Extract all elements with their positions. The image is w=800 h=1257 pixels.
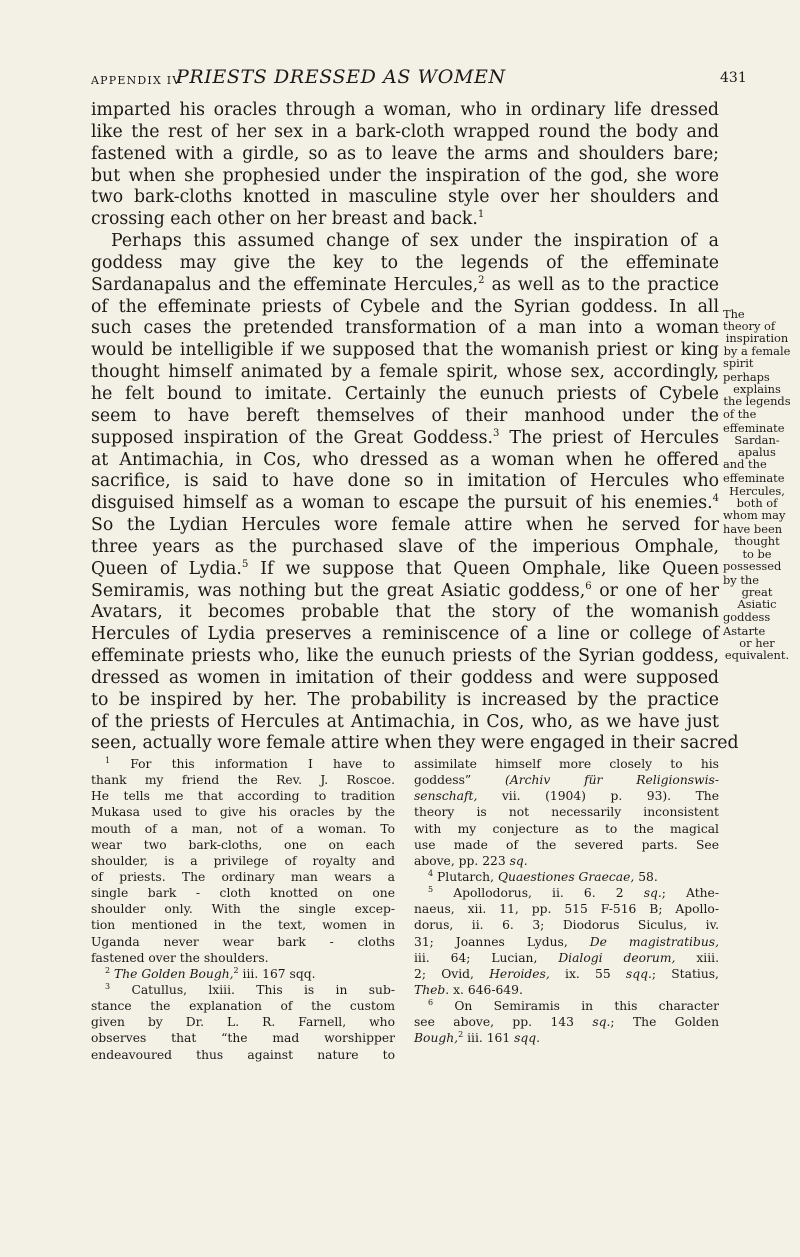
footnote-marker: 1 (105, 756, 111, 765)
margin-line: Hercules, (729, 483, 785, 498)
footnote-line: Bough,$^2$ iii. 161 sqq. (414, 1030, 541, 1046)
footnote-line: Mukasa used to give his oracles by the (91, 805, 395, 820)
footnotes-right-column (414, 756, 719, 1047)
footnote-line: Uganda never wear bark - cloths (91, 934, 395, 949)
footnote-marker: 4 (428, 868, 434, 878)
footnote-line: $^5$ Apollodorus, ii. 6. 2 sq.; Athe- (428, 885, 719, 901)
margin-line: Asiatic (737, 597, 777, 612)
margin-line: by the (723, 572, 760, 587)
body-line: Hercules of Lydia preserves a reminiscence of a line or college of (91, 624, 719, 645)
body-line: imparted his oracles through a woman, who in ordinary life dressed (91, 100, 719, 120)
footnote-line: He tells me that according to tradition (91, 789, 395, 804)
footnote-line: given by Dr. L. R. Farnell, who (91, 1015, 395, 1030)
margin-line: both of (736, 495, 778, 510)
body-line: of the priests of Hercules at Antimachia, in Cos, who, as we have just (91, 711, 719, 732)
footnote-line: stance the explanation of the custom (91, 999, 395, 1014)
footnote-line: goddess” (Archiv für Religionswis- (414, 773, 719, 788)
body-line: disguised himself as a woman to escape the pursuit of his enemies.$^4$ (91, 493, 719, 514)
margin-line: the legends (723, 394, 791, 409)
footnote-line: of priests. The ordinary man wears a (91, 869, 395, 884)
margin-line: spirit (723, 355, 754, 370)
margin-line: goddess (723, 609, 771, 624)
footnote-line: use made of the severed parts. See (414, 837, 719, 852)
note-ref: 3 (492, 427, 500, 439)
body-line: crossing each other on her breast and back.$^1$ (91, 209, 485, 230)
footnote-marker: 3 (105, 981, 111, 991)
body-line: goddess may give the key to the legends of the effeminate (91, 252, 719, 273)
footnote-line: $^6$ On Semiramis in this character (428, 998, 719, 1014)
footnote-line: shoulder only. With the single excep- (91, 902, 395, 917)
margin-line: have been (723, 522, 783, 537)
margin-line: thought (734, 534, 780, 549)
margin-line: whom may (723, 508, 786, 522)
footnote-line: shoulder, is a privilege of royalty and (91, 853, 395, 868)
footnote-line: iii. 64; Lucian, Dialogi deorum, xiii. (414, 950, 719, 965)
body-line: two bark-cloths knotted in masculine style over her shoulders and (91, 187, 719, 208)
margin-line: great (741, 585, 773, 600)
footnote-line: fastened over the shoulders. (91, 950, 269, 965)
body-line: Sardanapalus and the effeminate Hercules,$^2$ as well as to the practice (91, 274, 719, 295)
page-number: 431 (720, 70, 747, 86)
body-line: like the rest of her sex in a bark-cloth wrapped round the body and (91, 121, 719, 142)
margin-line: to be (742, 546, 772, 561)
main-text (91, 100, 739, 755)
edition-marker: 2 (458, 1030, 464, 1040)
body-line: he felt bound to imitate. Certainly the eunuch priests of Cybele (91, 383, 719, 404)
note-ref: 2 (478, 274, 485, 286)
margin-line: apalus (738, 445, 776, 460)
body-line: sacrifice, is said to have done so in imitation of Hercules who (91, 471, 719, 492)
body-line: Perhaps this assumed change of sex under the inspiration of a (111, 231, 719, 252)
margin-line: equivalent. (724, 648, 790, 663)
footnote-line: with my conjecture as to the magical (414, 821, 719, 836)
body-line: three years as the purchased slave of the imperious Omphale, (91, 536, 719, 557)
footnote-line: assimilate himself more closely to his (414, 757, 719, 771)
footnote-line: tion mentioned in the text, women in (91, 918, 395, 933)
footnote-line: $^2$ The Golden Bough,$^2$ iii. 167 sqq. (105, 965, 316, 981)
margin-line: effeminate (723, 420, 785, 435)
margin-line: Astarte (723, 623, 766, 638)
body-line: Queen of Lydia.$^5$ If we suppose that Queen Omphale, like Queen (91, 558, 719, 579)
body-line: effeminate priests who, like the eunuch priests of the Syrian goddess, (91, 646, 719, 667)
body-line: of the effeminate priests of Cybele and the Syrian goddess. In all (91, 296, 719, 317)
body-line: Avatars, it becomes probable that the story of the womanish (91, 602, 719, 623)
note-ref: 1 (477, 209, 485, 221)
body-line: at Antimachia, in Cos, who dressed as a woman when he offered (91, 449, 719, 470)
footnote-line: 2; Ovid, Heroides, ix. 55 sqq.; Statius, (414, 966, 719, 981)
footnote-line: observes that “the mad worshipper (91, 1031, 395, 1046)
margin-line: inspiration (725, 331, 789, 346)
page-title: PRIESTS DRESSED AS WOMEN (176, 66, 506, 88)
footnotes-left-column (91, 756, 395, 1063)
note-ref: 5 (241, 558, 249, 570)
footnote-line: single bark - cloth knotted on one (91, 886, 395, 901)
margin-line: of the (723, 406, 757, 421)
body-line: fastened with a girdle, so as to leave the arms and shoulders bare; (91, 143, 719, 164)
footnote-line: $^4$ Plutarch, Quaestiones Graecae, 58. (428, 868, 658, 884)
margin-line: or her (739, 635, 775, 650)
body-line: dressed as women in imitation of their goddess and were supposed (91, 667, 719, 688)
body-line: but when she prophesied under the inspiration of the god, she wore (91, 165, 719, 186)
margin-line: and the (723, 457, 767, 472)
edition-marker: 2 (233, 965, 239, 975)
body-line: such cases the pretended transformation of a man into a woman (91, 318, 719, 339)
footnote-line: thank my friend the Rev. J. Roscoe. (91, 773, 395, 788)
footnote-line: above, pp. 223 sq. (414, 853, 528, 868)
body-line: to be inspired by her. The probability is increased by the practice (91, 689, 719, 710)
footnote-marker: 5 (428, 885, 434, 895)
footnote-line: mouth of a man, not of a woman. To (91, 821, 395, 836)
margin-line: explains (733, 382, 781, 397)
footnote-marker: 6 (428, 998, 434, 1008)
body-line: So the Lydian Hercules wore female attire when he served for (91, 515, 719, 536)
body-line: Semiramis, was nothing but the great Asiatic goddess,$^6$ or one of her (91, 580, 719, 601)
footnote-marker: 2 (105, 965, 111, 975)
body-line: thought himself animated by a female spirit, whose sex, accordingly, (91, 362, 719, 383)
body-line: supposed inspiration of the Great Goddess.$^3$ The priest of Hercules (91, 427, 719, 448)
footnote-line: see above, pp. 143 sq.; The Golden (414, 1015, 719, 1030)
footnote-line: $^1$ For this information I have to (105, 756, 395, 771)
body-line: would be intelligible if we supposed that the womanish priest or king (91, 340, 719, 361)
footnote-line: theory is not necessarily inconsistent (414, 805, 719, 820)
footnote-line: naeus, xii. 11, pp. 515 F-516 B; Apollo- (414, 902, 719, 917)
margin-line: The (723, 307, 745, 321)
running-header (0, 66, 800, 96)
margin-line: perhaps (723, 369, 770, 384)
note-ref: 4 (712, 493, 719, 505)
margin-line: Sardan- (734, 432, 780, 447)
margin-line: theory of (723, 319, 776, 334)
margin-line: possessed (723, 558, 782, 573)
footnote-line: $^3$ Catullus, lxiii. This is in sub- (105, 981, 395, 997)
note-ref: 6 (585, 580, 592, 592)
margin-line: effeminate (723, 471, 785, 486)
body-line: seen, actually wore female attire when they were engaged in their sacred (91, 733, 739, 754)
footnote-line: endeavoured thus against nature to (91, 1047, 395, 1062)
footnote-line: wear two bark-cloths, one on each (91, 837, 395, 852)
footnote-line: dorus, ii. 6. 3; Diodorus Siculus, iv. (414, 918, 719, 933)
running-head-appendix: APPENDIX IV (91, 74, 182, 87)
footnote-line: senschaft, vii. (1904) p. 93). The (414, 789, 719, 804)
margin-line: by a female (723, 343, 791, 358)
footnote-line: 31; Joannes Lydus, De magistratibus, (414, 934, 719, 949)
footnote-line: Theb. x. 646-649. (414, 982, 523, 997)
body-line: seem to have bereft themselves of their manhood under the (91, 405, 719, 426)
marginal-gloss (723, 308, 799, 661)
